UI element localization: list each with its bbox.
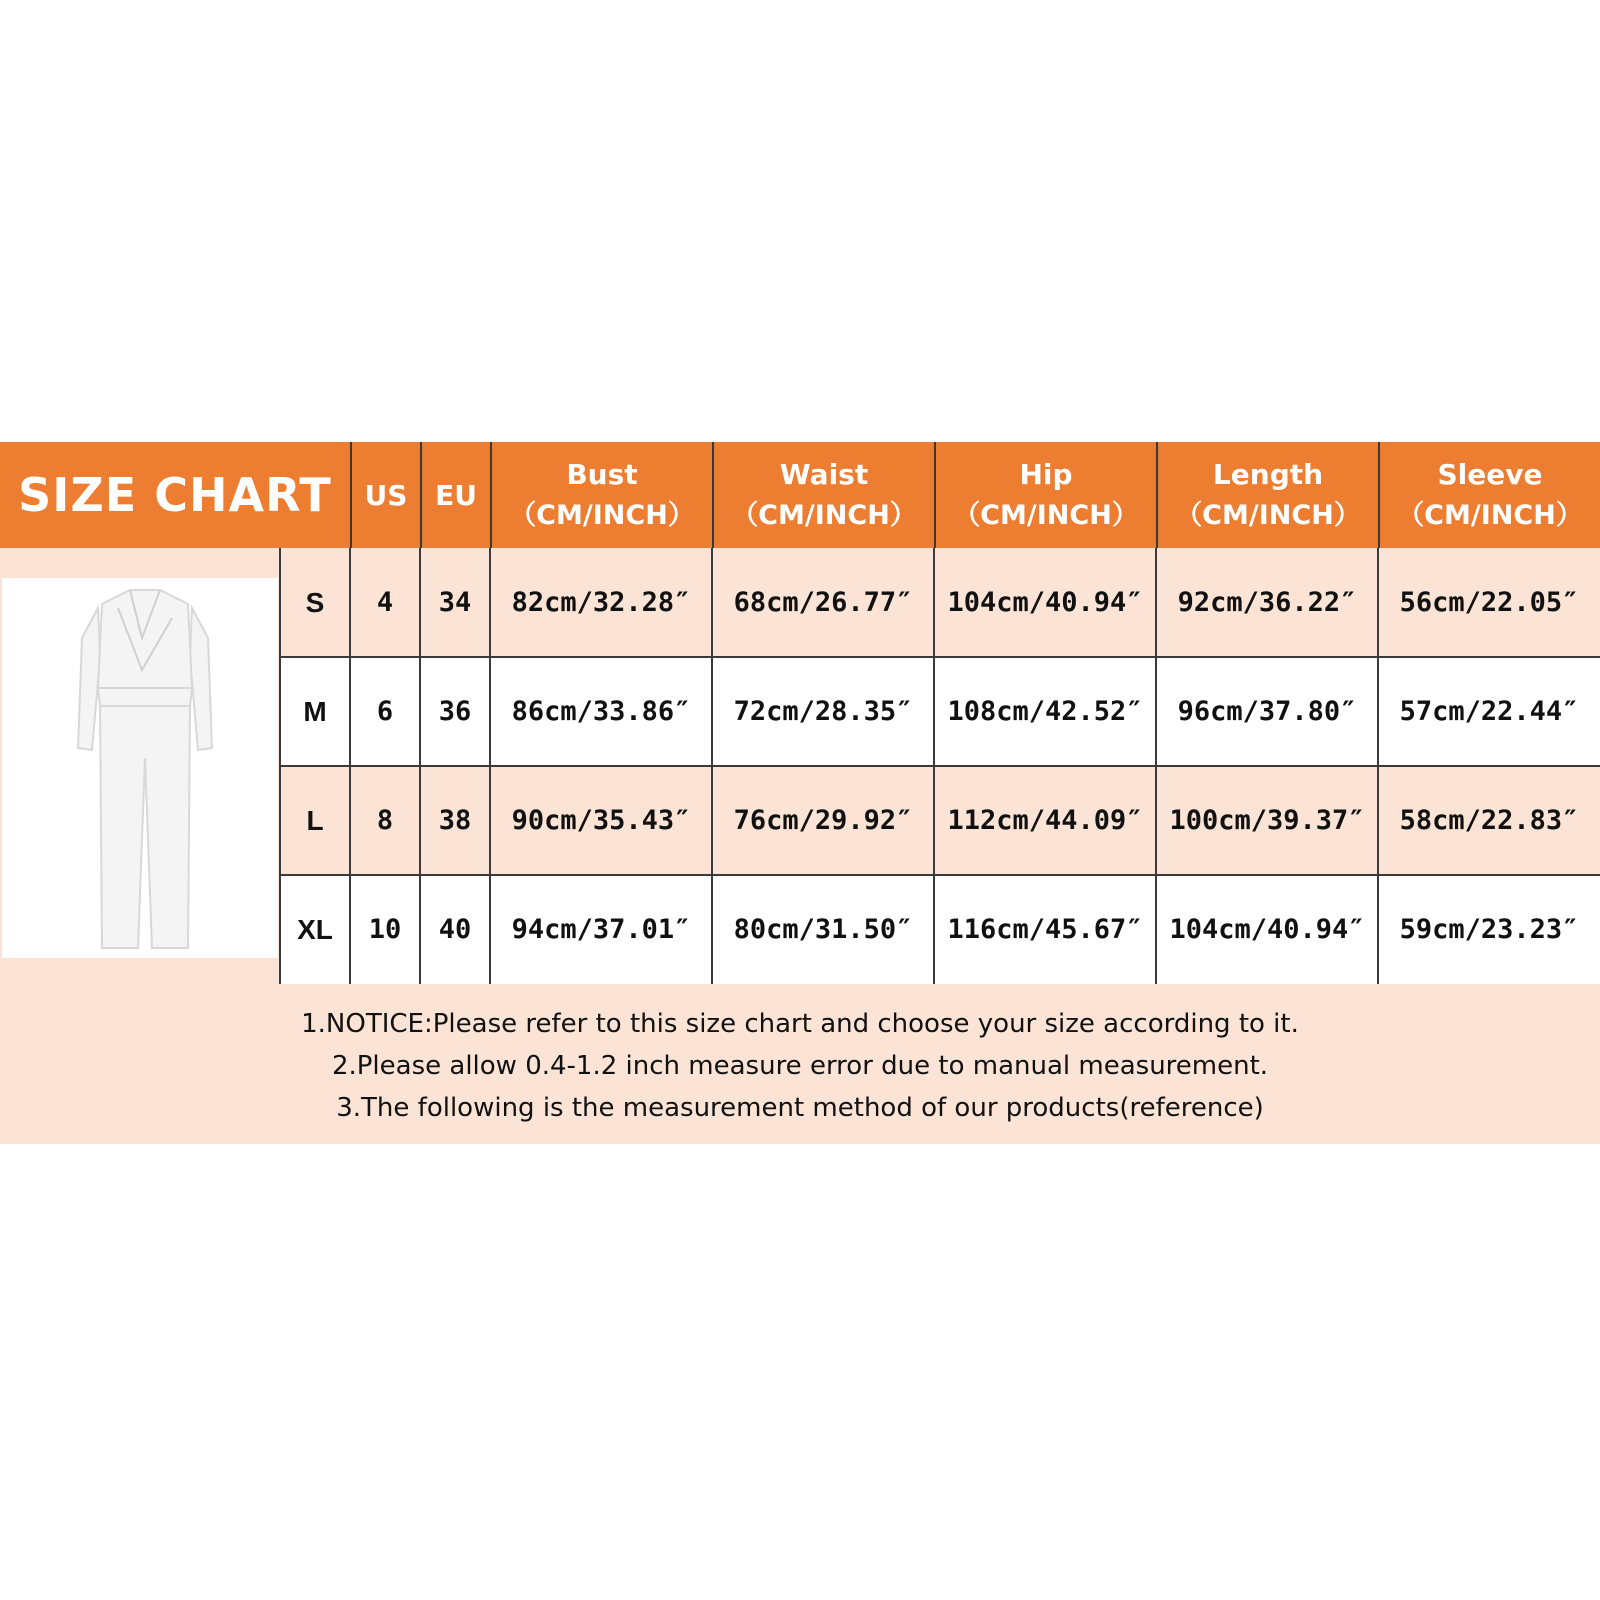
header-bust-unit: （CM/INCH） (509, 500, 695, 531)
cell-sleeve: 59cm/23.23″ (1399, 914, 1579, 945)
grid-divider (280, 765, 1600, 767)
cell-eu: 36 (438, 696, 472, 727)
header-hip (934, 442, 1156, 548)
grid-divider (280, 874, 1600, 876)
size-table (280, 548, 1600, 984)
grid-divider (280, 656, 1600, 658)
cell-hip: 116cm/45.67″ (947, 914, 1143, 945)
cell-bust: 86cm/33.86″ (511, 696, 691, 727)
header-eu (420, 442, 490, 548)
cell-eu: 34 (438, 587, 472, 618)
note-2: 2.Please allow 0.4-1.2 inch measure error due to manual measurement. (331, 1051, 1269, 1081)
chart-title: SIZE CHART (18, 468, 332, 522)
cell-waist: 68cm/26.77″ (733, 587, 913, 618)
header-sleeve-label: Sleeve (1437, 458, 1543, 491)
trousers-shape (100, 706, 190, 948)
size-chart (0, 442, 1600, 1144)
cell-size: S (305, 586, 325, 618)
waistband-shape (98, 688, 192, 706)
notes (0, 988, 1600, 1144)
cell-hip: 104cm/40.94″ (947, 587, 1143, 618)
cell-eu: 38 (438, 805, 472, 836)
product-photo (2, 578, 278, 958)
cell-us: 6 (376, 696, 394, 727)
header-length-label: Length (1212, 458, 1324, 491)
cell-size: M (303, 695, 327, 727)
header-bust (490, 442, 712, 548)
cell-waist: 80cm/31.50″ (733, 914, 913, 945)
cell-sleeve: 56cm/22.05″ (1399, 587, 1579, 618)
header-length (1156, 442, 1378, 548)
header-waist-unit: （CM/INCH） (731, 500, 917, 531)
cell-sleeve: 57cm/22.44″ (1399, 696, 1579, 727)
header-bust-label: Bust (566, 458, 638, 491)
header-sleeve-unit: （CM/INCH） (1397, 500, 1583, 531)
header-waist (712, 442, 934, 548)
header-us-label: US (364, 478, 408, 512)
cell-bust: 90cm/35.43″ (511, 805, 691, 836)
note-1: 1.NOTICE:Please refer to this size chart and choose your size according to it. (301, 1009, 1299, 1039)
note-3: 3.The following is the measurement method of our products(reference) (336, 1093, 1264, 1123)
jumpsuit-illustration (2, 578, 278, 958)
header-hip-unit: （CM/INCH） (953, 500, 1139, 531)
cell-size: L (306, 804, 324, 836)
cell-us: 8 (376, 805, 394, 836)
cell-us: 10 (368, 914, 402, 945)
header-length-unit: （CM/INCH） (1175, 500, 1361, 531)
right-sleeve-shape (190, 608, 212, 750)
header-us (350, 442, 420, 548)
left-sleeve-shape (78, 608, 100, 750)
bodice-shape (98, 590, 192, 688)
cell-length: 104cm/40.94″ (1169, 914, 1365, 945)
cell-size: XL (297, 913, 333, 945)
cell-hip: 112cm/44.09″ (947, 805, 1143, 836)
cell-length: 100cm/39.37″ (1169, 805, 1365, 836)
header-waist-label: Waist (779, 458, 869, 491)
chart-header (0, 442, 1600, 548)
cell-waist: 72cm/28.35″ (733, 696, 913, 727)
cell-us: 4 (376, 587, 394, 618)
cell-bust: 82cm/32.28″ (511, 587, 691, 618)
cell-eu: 40 (438, 914, 472, 945)
cell-sleeve: 58cm/22.83″ (1399, 805, 1579, 836)
cell-waist: 76cm/29.92″ (733, 805, 913, 836)
cell-bust: 94cm/37.01″ (511, 914, 691, 945)
cell-length: 96cm/37.80″ (1177, 696, 1357, 727)
cell-hip: 108cm/42.52″ (947, 696, 1143, 727)
header-eu-label: EU (435, 478, 477, 512)
header-sleeve (1378, 442, 1600, 548)
header-hip-label: Hip (1019, 458, 1073, 491)
cell-length: 92cm/36.22″ (1177, 587, 1357, 618)
